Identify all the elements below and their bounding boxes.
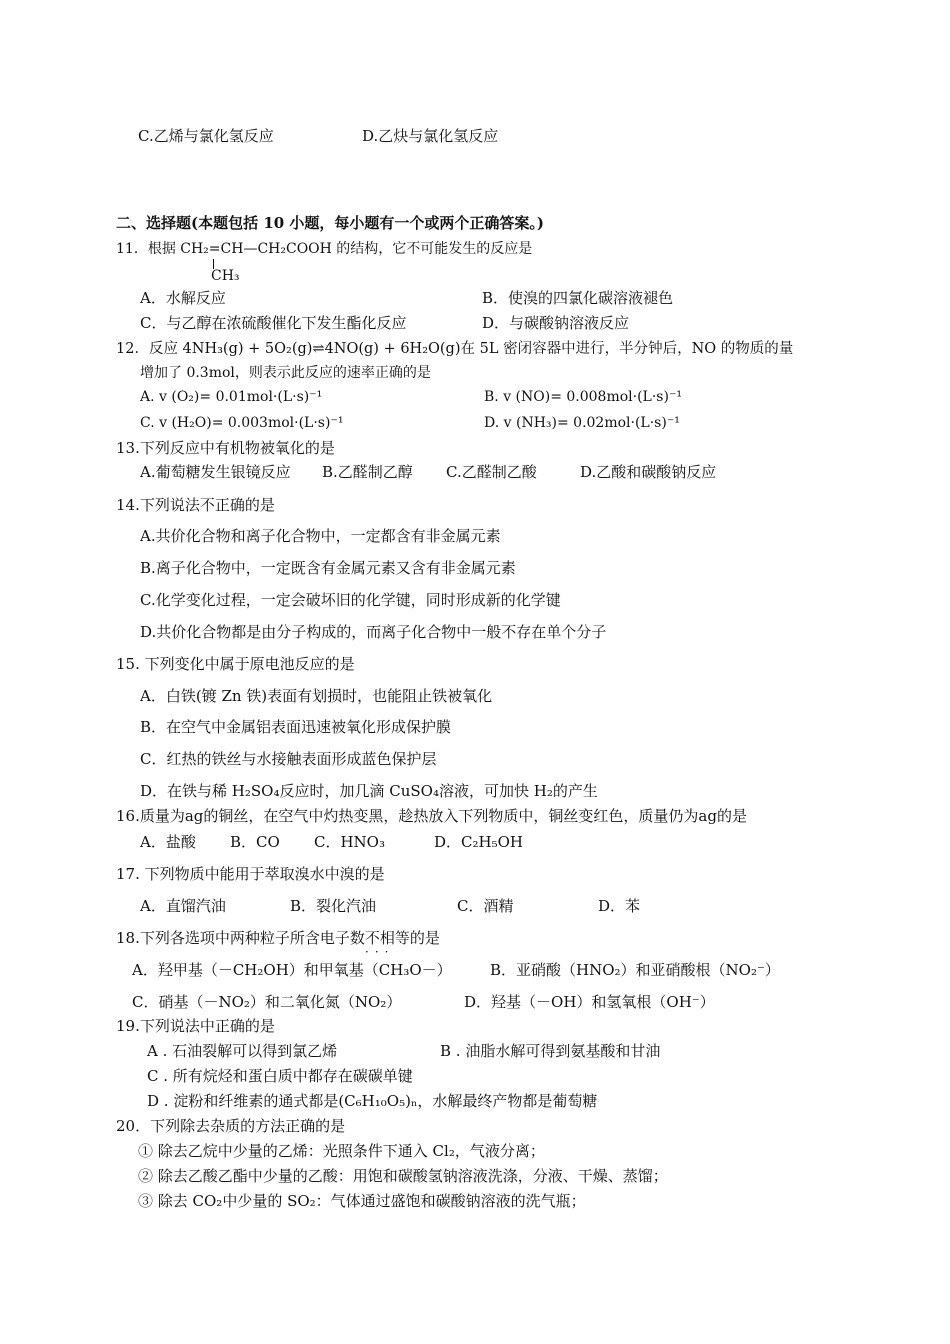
q16-option-b: B．CO	[230, 833, 280, 851]
q14-option-d: D.共价化合物都是由分子构成的，而离子化合物中一般不存在单个分子	[140, 623, 607, 641]
q12-option-c: C. v (H₂O)= 0.003mol·(L·s)⁻¹	[140, 415, 344, 431]
q16-option-c: C．HNO₃	[314, 833, 385, 851]
q19-option-a: A . 石油裂解可以得到氯乙烯	[147, 1042, 338, 1060]
q18-option-b: B．亚硝酸（HNO₂）和亚硝酸根（NO₂⁻）	[490, 961, 780, 979]
q16-option-a: A．盐酸	[140, 833, 196, 851]
q15-option-a: A．白铁(镀 Zn 铁)表面有划损时，也能阻止铁被氧化	[140, 687, 493, 705]
q17-option-d: D．苯	[598, 897, 641, 915]
q16-stem: 16.质量为ag的铜丝，在空气中灼热变黑，趁热放入下列物质中，铜丝变红色，质量仍为ag的是	[116, 807, 747, 825]
q13-option-c: C.乙醛制乙酸	[446, 463, 537, 481]
q20-stem: 20．下列除去杂质的方法正确的是	[116, 1117, 346, 1135]
q17-option-a: A．直馏汽油	[140, 897, 226, 915]
q18-option-a: A．羟甲基（－CH₂OH）和甲氧基（CH₃O－）	[132, 961, 452, 979]
q11-branch: CH₃	[211, 268, 240, 284]
emphasis-dots: ···	[365, 945, 395, 959]
q13-option-d: D.乙酸和碳酸钠反应	[580, 463, 717, 481]
q19-option-b: B . 油脂水解可得到氨基酸和甘油	[440, 1042, 661, 1060]
q19-stem: 19.下列说法中正确的是	[116, 1017, 275, 1035]
q20-item-1: ① 除去乙烷中少量的乙烯：光照条件下通入 Cl₂，气液分离；	[138, 1142, 545, 1160]
q17-option-b: B．裂化汽油	[290, 897, 377, 915]
q15-option-d: D．在铁与稀 H₂SO₄反应时，加几滴 CuSO₄溶液，可加快 H₂的产生	[140, 782, 598, 800]
q19-option-c: C . 所有烷烃和蛋白质中都存在碳碳单键	[147, 1067, 413, 1085]
q11-option-c: C．与乙醇在浓硫酸催化下发生酯化反应	[140, 314, 407, 332]
q12-option-d: D. v (NH₃)= 0.02mol·(L·s)⁻¹	[484, 415, 680, 431]
q12-option-a: A. v (O₂)= 0.01mol·(L·s)⁻¹	[140, 389, 323, 405]
q11-option-d: D．与碳酸钠溶液反应	[482, 314, 630, 332]
q17-option-c: C．酒精	[457, 897, 514, 915]
q16-option-d: D．C₂H₅OH	[434, 833, 523, 851]
q12-stem-continued: 增加了 0.3mol，则表示此反应的速率正确的是	[140, 365, 431, 381]
q12-stem: 12．反应 4NH₃(g) + 5O₂(g)⇌4NO(g) + 6H₂O(g)在 5L 密闭容器中进行，半分钟后，NO 的物质的量	[116, 341, 794, 357]
q10-option-d: D.乙炔与氯化氢反应	[362, 127, 499, 145]
q15-option-b: B．在空气中金属铝表面迅速被氧化形成保护膜	[140, 718, 452, 736]
q11-option-a: A．水解反应	[140, 289, 226, 307]
q20-item-3: ③ 除去 CO₂中少量的 SO₂：气体通过盛饱和碳酸钠溶液的洗气瓶；	[138, 1192, 586, 1210]
q13-stem: 13.下列反应中有机物被氧化的是	[116, 439, 335, 457]
q14-option-a: A.共价化合物和离子化合物中，一定都含有非金属元素	[140, 527, 501, 545]
q13-option-b: B.乙醛制乙醇	[322, 463, 413, 481]
q10-option-c: C.乙烯与氯化氢反应	[138, 127, 274, 145]
q12-option-b: B. v (NO)= 0.008mol·(L·s)⁻¹	[484, 389, 682, 405]
section-2-title: 二、选择题(本题包括 10 小题，每小题有一个或两个正确答案。)	[116, 214, 545, 232]
q14-option-c: C.化学变化过程，一定会破坏旧的化学键，同时形成新的化学键	[140, 591, 561, 609]
q14-option-b: B.离子化合物中，一定既含有金属元素又含有非金属元素	[140, 559, 516, 577]
q14-stem: 14.下列说法不正确的是	[116, 496, 275, 514]
q20-item-2: ② 除去乙酸乙酯中少量的乙酸：用饱和碳酸氢钠溶液洗涤，分液、干燥、蒸馏；	[138, 1167, 668, 1185]
q15-stem: 15. 下列变化中属于原电池反应的是	[116, 655, 355, 673]
q17-stem: 17. 下列物质中能用于萃取溴水中溴的是	[116, 865, 385, 883]
q15-option-c: C．红热的铁丝与水接触表面形成蓝色保护层	[140, 750, 437, 768]
q18-option-d: D．羟基（－OH）和氢氧根（OH⁻）	[464, 993, 715, 1011]
q11-stem: 11．根据 CH₂=CH—CH₂COOH 的结构，它不可能发生的反应是	[116, 241, 533, 257]
q13-option-a: A.葡萄糖发生银镜反应	[140, 463, 291, 481]
q11-option-b: B．使溴的四氯化碳溶液褪色	[482, 289, 674, 307]
q18-stem: 18.下列各选项中两种粒子所含电子数不相等的是	[116, 929, 440, 947]
q19-option-d: D . 淀粉和纤维素的通式都是(C₆H₁₀O₅)ₙ，水解最终产物都是葡萄糖	[147, 1092, 598, 1110]
q18-option-c: C．硝基（－NO₂）和二氧化氮（NO₂）	[132, 993, 402, 1011]
